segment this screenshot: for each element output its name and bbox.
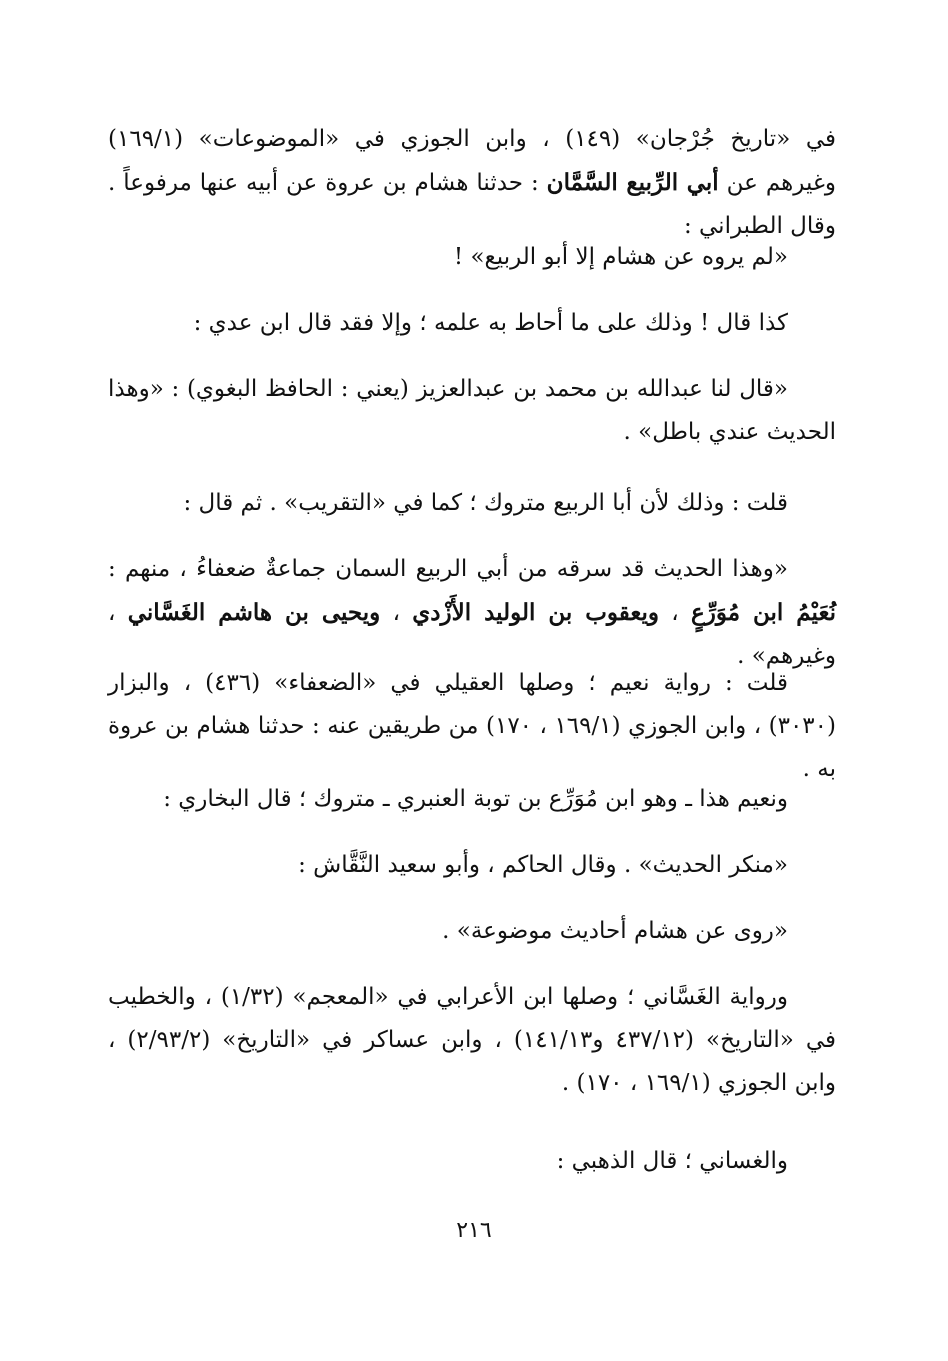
paragraph-1: [108, 118, 836, 248]
paragraph-4: «قال لنا عبدالله بن محمد بن عبدالعزيز (يعني : الحافظ البغوي) : «وهذا الحديث عندي باطل» .: [108, 376, 836, 445]
p6-narrator-1: نُعَيْمُ ابن مُوَرِّعٍ: [690, 599, 836, 626]
p6-narrator-2: ويعقوب بن الوليد الأَزْدي: [412, 599, 660, 626]
paragraph-9: «منكر الحديث» . وقال الحاكم ، وأبو سعيد النَّقَّاش :: [298, 852, 788, 878]
p6-seg-1: «وهذا الحديث قد سرقه من أبي الربيع السمان جماعةٌ ضعفاءُ ، منهم :: [108, 556, 788, 582]
p1-seg-3: : حدثنا هشام بن عروة عن أبيه عنها مرفوعاً . وقال الطبراني :: [108, 170, 836, 239]
paragraph-3: كذا قال ! وذلك على ما أحاط به علمه ؛ وإلا فقد قال ابن عدي :: [193, 310, 788, 336]
p6-seg-3: ،: [659, 600, 691, 626]
paragraph-8: ونعيم هذا ـ وهو ابن مُوَرِّع بن توبة العنبري ـ متروك ؛ قال البخاري :: [163, 786, 788, 812]
paragraph-12: والغساني ؛ قال الذهبي :: [556, 1148, 788, 1174]
page-number: ٢١٦: [456, 1218, 492, 1243]
p1-seg-1: في «تاريخ جُرْجان» (١٤٩) ، وابن الجوزي في «الموضوعات» (١٦٩/١) وغيرهم عن: [108, 126, 837, 196]
paragraph-11: ورواية الغَسَّاني ؛ وصلها ابن الأعرابي في «المعجم» (١/٣٢) ، والخطيب في «التاريخ» (٤٣٧/١٢ و١٤١/١٣) ، وابن عساكر في «التاريخ» (٢/٩٣/٢) ، وابن الجوزي (١٦٩/١ ، ١٧٠) .: [108, 984, 836, 1096]
paragraph-10: «روى عن هشام أحاديث موضوعة» .: [442, 918, 788, 944]
paragraph-2: «لم يروه عن هشام إلا أبو الربيع» !: [453, 244, 788, 270]
p1-narrator-name: أبي الرِّبيع السَّمَّان: [546, 169, 719, 196]
p6-seg-7: ، وغيرهم» .: [108, 600, 836, 669]
paragraph-7: قلت : رواية نعيم ؛ وصلها العقيلي في «الضعفاء» (٤٣٦) ، والبزار (٣٠٣٠) ، وابن الجوزي (١٦٩/١ ، ١٧٠) من طريقين عنه : حدثنا هشام بن عروة به .: [108, 670, 836, 782]
p6-narrator-3: ويحيى بن هاشم الغَسَّاني: [127, 599, 381, 626]
p6-seg-5: ،: [380, 600, 413, 626]
paragraph-6: [108, 548, 836, 678]
paragraph-5: قلت : وذلك لأن أبا الربيع متروك ؛ كما في «التقريب» . ثم قال :: [183, 490, 788, 516]
